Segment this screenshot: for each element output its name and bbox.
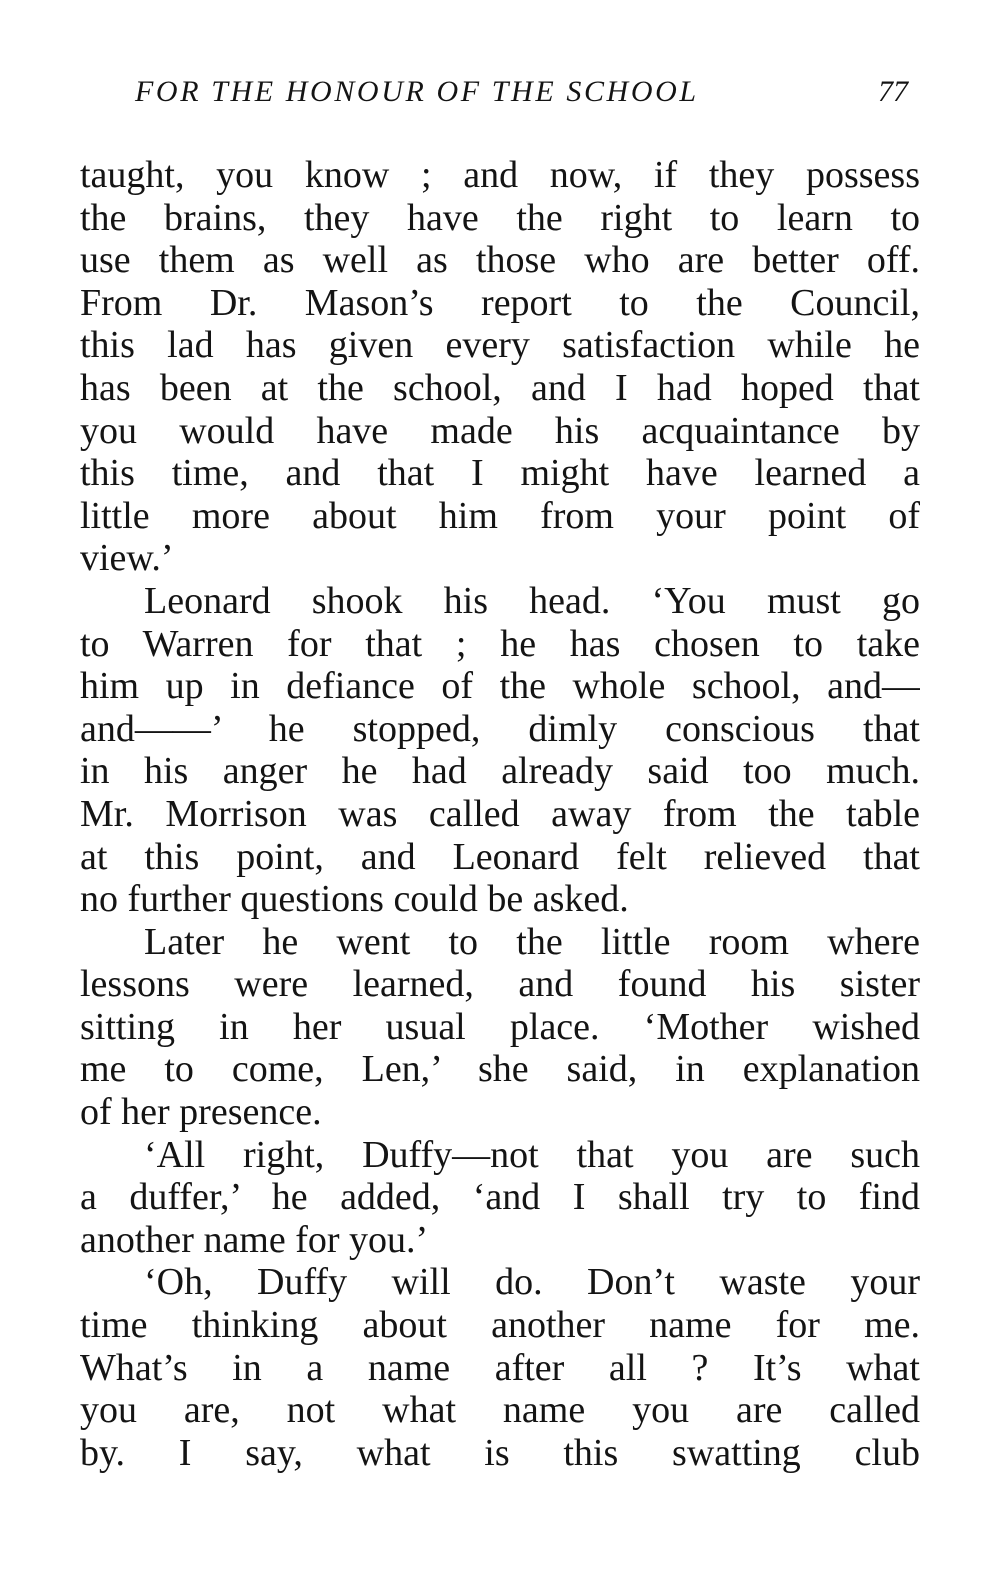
text-line: by. I say, what is this swatting club	[80, 1431, 920, 1474]
text-line: ‘All right, Duffy—not that you are such	[144, 1133, 920, 1176]
text-line: this time, and that I might have learned a	[80, 452, 920, 495]
text-line: this lad has given every satisfaction while he	[80, 324, 920, 367]
text-line: in his anger he had already said too much.	[80, 750, 920, 793]
body-text	[80, 154, 920, 1474]
text-line: sitting in her usual place. ‘Mother wished	[80, 1005, 920, 1048]
text-line: and——’ he stopped, dimly conscious that	[80, 707, 920, 750]
text-line: Later he went to the little room where	[144, 920, 920, 963]
text-line: Leonard shook his head. ‘You must go	[144, 579, 920, 622]
text-line: view.’	[80, 537, 174, 580]
text-line: you would have made his acquaintance by	[80, 409, 920, 452]
text-line: the brains, they have the right to learn to	[80, 196, 920, 239]
page-number: 77	[878, 75, 908, 108]
text-line: use them as well as those who are better off.	[80, 239, 920, 282]
text-line: of her presence.	[80, 1091, 322, 1134]
text-line: What’s in a name after all ? It’s what	[80, 1346, 920, 1389]
text-line: me to come, Len,’ she said, in explanation	[80, 1048, 920, 1091]
text-line: a duffer,’ he added, ‘and I shall try to find	[80, 1176, 920, 1219]
text-line: no further questions could be asked.	[80, 878, 629, 921]
text-line: him up in defiance of the whole school, and—	[80, 665, 920, 708]
running-title: FOR THE HONOUR OF THE SCHOOL	[135, 75, 699, 108]
text-line: little more about him from your point of	[80, 494, 920, 537]
text-line: lessons were learned, and found his sister	[80, 963, 920, 1006]
text-line: time thinking about another name for me.	[80, 1304, 920, 1347]
text-line: another name for you.’	[80, 1218, 429, 1261]
running-header	[80, 72, 920, 112]
text-line: Mr. Morrison was called away from the table	[80, 792, 920, 835]
text-line: has been at the school, and I had hoped that	[80, 366, 920, 409]
text-line: at this point, and Leonard felt relieved that	[80, 835, 920, 878]
text-line: taught, you know ; and now, if they possess	[80, 154, 920, 196]
text-line: From Dr. Mason’s report to the Council,	[80, 281, 920, 324]
text-line: ‘Oh, Duffy will do. Don’t waste your	[144, 1261, 920, 1304]
text-line: you are, not what name you are called	[80, 1389, 920, 1432]
text-line: to Warren for that ; he has chosen to take	[80, 622, 920, 665]
